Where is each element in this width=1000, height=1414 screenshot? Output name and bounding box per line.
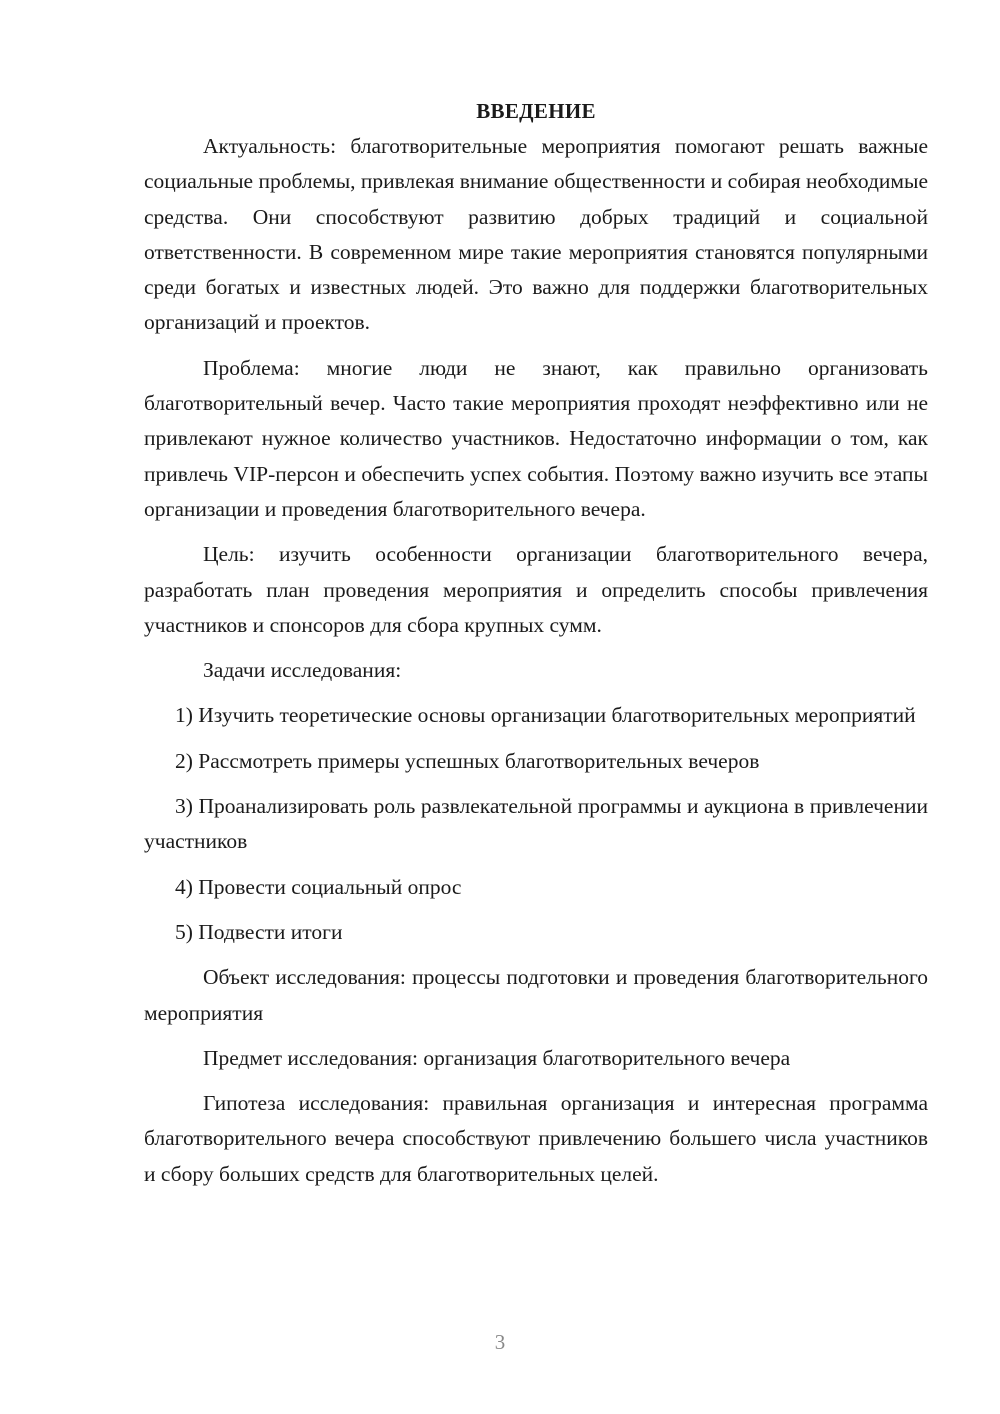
task-item: 4) Провести социальный опрос bbox=[175, 874, 462, 899]
task-item: 3) Проанализировать роль развлекательной программы и аукциона в привлечении участников bbox=[144, 794, 928, 854]
paragraph-subject: Предмет исследования: организация благотворительного вечера bbox=[203, 1045, 791, 1070]
task-item: 5) Подвести итоги bbox=[175, 919, 343, 944]
document-page bbox=[144, 94, 928, 1202]
paragraph-object: Объект исследования: процессы подготовки и проведения благотворительного мероприятия bbox=[144, 965, 928, 1025]
task-item: 2) Рассмотреть примеры успешных благотворительных вечеров bbox=[175, 748, 760, 773]
tasks-heading: Задачи исследования: bbox=[203, 658, 402, 683]
paragraph-problem: Проблема: многие люди не знают, как правильно организовать благотворительный вечер. Часто такие мероприятия проходят неэффективно или не привлекают нужное количество участников. Недостаточно информации о том, как привлечь VIP-персон и обеспечить успех события. Поэтому важно изучить все этапы организации и проведения благотворительного вечера. bbox=[144, 355, 928, 521]
paragraph-hypothesis: Гипотеза исследования: правильная организация и интересная программа благотворительного вечера способствуют привлечению большего числа участников и сбору больших средств для благотворительных целей. bbox=[144, 1091, 928, 1186]
paragraph-relevance: Актуальность: благотворительные мероприятия помогают решать важные социальные проблемы, привлекая внимание общественности и собирая необходимые средства. Они способствуют развитию добрых традиций и социальной ответственности. В современном мире такие мероприятия становятся популярными среди богатых и известных людей. Это важно для поддержки благотворительных организаций и проектов. bbox=[144, 134, 928, 335]
task-item: 1) Изучить теоретические основы организации благотворительных мероприятий bbox=[175, 703, 916, 728]
section-title: ВВЕДЕНИЕ bbox=[476, 99, 596, 123]
paragraph-goal: Цель: изучить особенности организации благотворительного вечера, разработать план проведения мероприятия и определить способы привлечения участников и спонсоров для сбора крупных сумм. bbox=[144, 542, 928, 637]
page-number: 3 bbox=[494, 1330, 506, 1354]
tasks-list bbox=[144, 698, 928, 950]
